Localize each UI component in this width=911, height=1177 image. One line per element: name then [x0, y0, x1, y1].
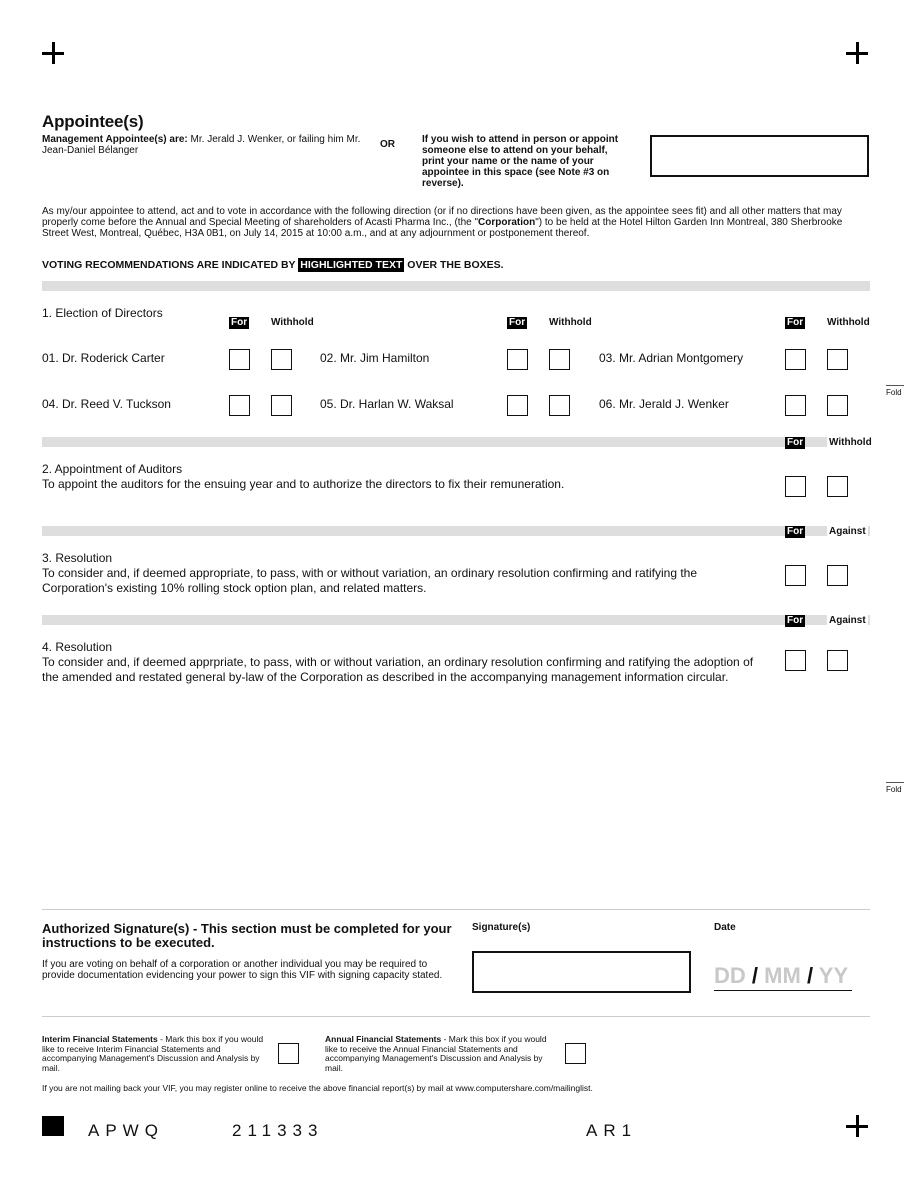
director-05-for-checkbox[interactable]	[507, 395, 528, 416]
signature-text: If you are voting on behalf of a corporation or another individual you may be required to provide documentation evidencing your power to sign this VIF with signing capacity stated.	[42, 959, 443, 981]
director-01-withhold-checkbox[interactable]	[271, 349, 292, 370]
footer-code-number: 211333	[232, 1121, 324, 1140]
against-label-resolution4: Against	[829, 615, 866, 626]
signature-label: Signature(s)	[472, 922, 531, 933]
section-divider-3	[42, 526, 870, 536]
footer-black-square	[42, 1116, 64, 1136]
director-01-for-checkbox[interactable]	[229, 349, 250, 370]
against-label-resolution3: Against	[829, 526, 866, 537]
annual-financial-title: Annual Financial Statements	[325, 1034, 442, 1044]
director-06-for-checkbox[interactable]	[785, 395, 806, 416]
online-note: If you are not mailing back your VIF, you may register online to receive the above financial report(s) by mail at www.computershare.com/mailinglist.	[42, 1083, 593, 1093]
interim-financial-desc: - Mark this box if you would like to receive Interim Financial Statements and accompanying Management's Discussion and Analysis by mail.	[42, 1034, 264, 1073]
annual-financial-desc: - Mark this box if you would like to receive the Annual Financial Statements and accompanying Management's Discussion and Analysis by mail.	[325, 1034, 547, 1073]
withhold-label-auditors: Withhold	[829, 437, 872, 448]
financial-divider	[42, 1016, 870, 1017]
director-05-withhold-checkbox[interactable]	[549, 395, 570, 416]
resolution3-for-checkbox[interactable]	[785, 565, 806, 586]
for-tag-resolution4: For	[787, 615, 804, 626]
signature-divider	[42, 909, 870, 910]
interim-financial-title: Interim Financial Statements	[42, 1034, 158, 1044]
director-02-withhold-checkbox[interactable]	[549, 349, 570, 370]
appointee-instruction: If you wish to attend in person or appoint someone else to attend on your behalf, print your name or the name of your appointee in this space (see Note #3 on reverse).	[422, 134, 619, 189]
management-appointees-names: Mr. Jerald J. Wenker, or failing him Mr. Jean-Daniel Bélanger	[42, 134, 361, 156]
director-04-withhold-checkbox[interactable]	[271, 395, 292, 416]
registration-mark-bottom-right	[846, 1115, 868, 1137]
or-label: OR	[380, 139, 395, 150]
interim-financial-checkbox[interactable]	[278, 1043, 299, 1064]
director-02-for-checkbox[interactable]	[507, 349, 528, 370]
annual-financial-text	[325, 1035, 555, 1073]
date-slash-1: /	[751, 963, 759, 988]
registration-mark-top-right	[846, 42, 868, 64]
fold-mark-2: Fold	[886, 782, 904, 794]
section-divider-4	[42, 615, 870, 625]
appointee-paragraph-part2: ") to be held at the Hotel Hilton Garden Inn Montreal, 380 Sherbrooke Street West, Montreal, Québec, H3A 0B1, on July 14, 2015 at 10:00 a.m., and at any adjournment or postponement thereof.	[42, 217, 843, 239]
date-input[interactable]	[714, 962, 852, 991]
withhold-label-col3: Withhold	[827, 317, 870, 328]
directors-title: 1. Election of Directors	[42, 306, 163, 320]
section-divider-2	[42, 437, 870, 447]
voting-rec-after: OVER THE BOXES.	[404, 259, 504, 271]
appointee-name-input[interactable]	[650, 135, 869, 177]
for-tag-auditors: For	[787, 437, 804, 448]
interim-financial-text	[42, 1035, 272, 1073]
date-dd: DD	[714, 963, 746, 988]
appointee-title: Appointee(s)	[42, 112, 144, 131]
director-name-01: 01. Dr. Roderick Carter	[42, 351, 165, 365]
director-03-for-checkbox[interactable]	[785, 349, 806, 370]
resolution4-against-checkbox[interactable]	[827, 650, 848, 671]
signature-title: Authorized Signature(s) - This section must be completed for your instructions to be executed.	[42, 921, 452, 950]
director-04-for-checkbox[interactable]	[229, 395, 250, 416]
date-mm: MM	[764, 963, 801, 988]
voting-rec-before: VOTING RECOMMENDATIONS ARE INDICATED BY	[42, 259, 299, 271]
auditors-title: 2. Appointment of Auditors	[42, 462, 183, 476]
footer-code-ar1: AR1	[586, 1121, 638, 1140]
management-appointees-label: Management Appointee(s) are:	[42, 134, 188, 145]
for-tag-resolution3: For	[787, 526, 804, 537]
for-tag-col3: For	[787, 317, 804, 328]
resolution4-text: To consider and, if deemed apprpriate, to pass, with or without variation, an ordinary resolution confirming and ratifying the adoption of the amended and restated general by-law of the Corporation as described in the accompanying management information circular.	[42, 655, 754, 684]
director-03-withhold-checkbox[interactable]	[827, 349, 848, 370]
resolution4-for-checkbox[interactable]	[785, 650, 806, 671]
date-label: Date	[714, 922, 736, 933]
auditors-for-checkbox[interactable]	[785, 476, 806, 497]
voting-recommendations	[42, 259, 504, 271]
director-name-05: 05. Dr. Harlan W. Waksal	[320, 397, 454, 411]
director-name-06: 06. Mr. Jerald J. Wenker	[599, 397, 729, 411]
director-06-withhold-checkbox[interactable]	[827, 395, 848, 416]
date-slash-2: /	[806, 963, 814, 988]
signature-input[interactable]	[472, 951, 691, 993]
director-name-04: 04. Dr. Reed V. Tuckson	[42, 397, 171, 411]
footer-code-apwq: APWQ	[88, 1121, 164, 1140]
withhold-label-col1: Withhold	[271, 317, 314, 328]
for-tag-col1: For	[231, 317, 248, 328]
corporation-bold: Corporation	[478, 217, 536, 228]
appointee-paragraph	[42, 206, 868, 239]
director-name-03: 03. Mr. Adrian Montgomery	[599, 351, 744, 365]
resolution3-against-checkbox[interactable]	[827, 565, 848, 586]
annual-financial-checkbox[interactable]	[565, 1043, 586, 1064]
resolution4-title: 4. Resolution	[42, 640, 113, 654]
section-divider-1	[42, 281, 870, 291]
for-tag-col2: For	[509, 317, 526, 328]
fold-mark-1: Fold	[886, 385, 904, 397]
withhold-label-col2: Withhold	[549, 317, 592, 328]
management-appointees	[42, 134, 362, 156]
resolution3-text: To consider and, if deemed appropriate, to pass, with or without variation, an ordinary resolution confirming and ratifying the Corporation's existing 10% rolling stock option plan, and related matters.	[42, 566, 698, 595]
resolution3-title: 3. Resolution	[42, 551, 113, 565]
registration-mark-top-left	[42, 42, 64, 64]
voting-rec-highlight: HIGHLIGHTED TEXT	[300, 259, 403, 271]
date-yy: YY	[818, 963, 849, 988]
appointee-paragraph-part1: As my/our appointee to attend, act and to vote in accordance with the following direction (or if no directions have been given, as the appointee sees fit) and all other matters that may properly come before the Annual and Special Meeting of shareholders of Acasti Pharma Inc., (the "	[42, 206, 842, 228]
director-name-02: 02. Mr. Jim Hamilton	[320, 351, 430, 365]
auditors-withhold-checkbox[interactable]	[827, 476, 848, 497]
auditors-text: To appoint the auditors for the ensuing year and to authorize the directors to fix their remuneration.	[42, 477, 565, 491]
